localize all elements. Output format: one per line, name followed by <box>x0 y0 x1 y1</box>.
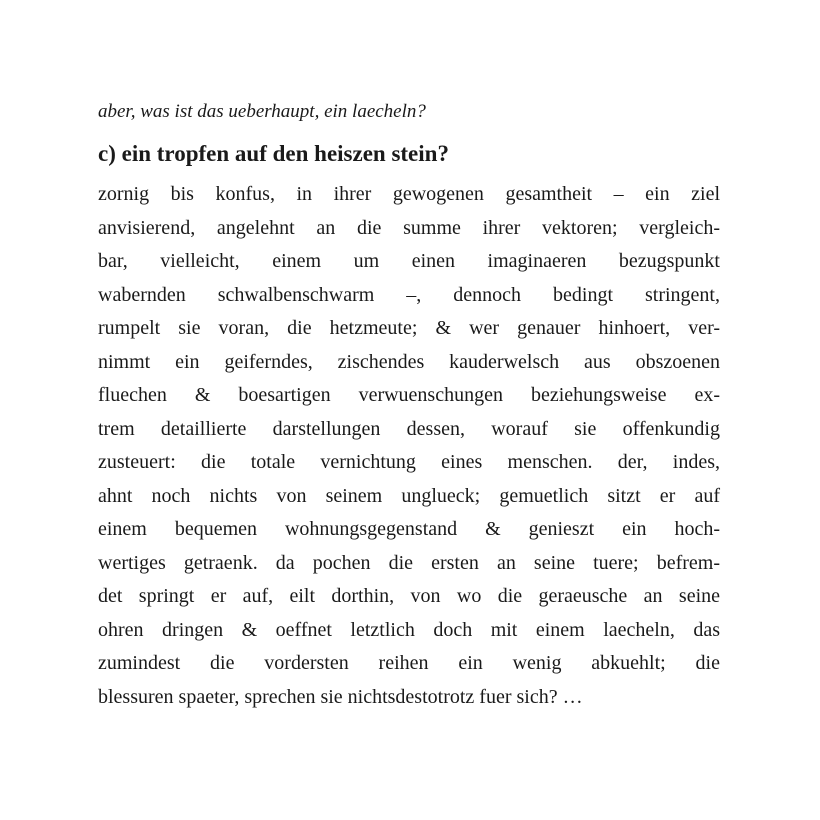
paragraph-line: fluechen & boesartigen verwuenschungen beziehungsweise ex- <box>98 384 720 406</box>
paragraph-line: blessuren spaeter, sprechen sie nichtsdestotrotz fuer sich? … <box>98 685 583 708</box>
italic-subtitle: aber, was ist das ueberhaupt, ein laecheln? <box>98 101 426 122</box>
paragraph-line: einem bequemen wohnungsgegenstand & genieszt ein hoch- <box>98 518 720 540</box>
paragraph-line: anvisierend, angelehnt an die summe ihrer vektoren; vergleich- <box>98 216 720 239</box>
paragraph-line: ohren dringen & oeffnet letztlich doch mit einem laecheln, das <box>98 618 720 641</box>
text-page <box>98 100 720 714</box>
paragraph-line: zumindest die vordersten reihen ein wenig abkuehlt; die <box>98 652 720 674</box>
paragraph-line: zusteuert: die totale vernichtung eines menschen. der, indes, <box>98 451 720 473</box>
body-paragraph <box>98 178 720 714</box>
paragraph-line: wertiges getraenk. da pochen die ersten an seine tuere; befrem- <box>98 551 720 574</box>
paragraph-line: det springt er auf, eilt dorthin, von wo die geraeusche an seine <box>98 585 720 607</box>
paragraph-line: rumpelt sie voran, die hetzmeute; & wer genauer hinhoert, ver- <box>98 317 720 339</box>
paragraph-line: zornig bis konfus, in ihrer gewogenen gesamtheit – ein ziel <box>98 183 720 205</box>
paragraph-line: trem detaillierte darstellungen dessen, worauf sie offenkundig <box>98 417 720 440</box>
paragraph-line: ahnt noch nichts von seinem unglueck; gemuetlich sitzt er auf <box>98 484 720 507</box>
paragraph-line: bar, vielleicht, einem um einen imaginaeren bezugspunkt <box>98 250 720 272</box>
section-heading: c) ein tropfen auf den heiszen stein? <box>98 141 449 166</box>
paragraph-line: nimmt ein geiferndes, zischendes kauderwelsch aus obszoenen <box>98 350 720 373</box>
paragraph-line: wabernden schwalbenschwarm –, dennoch bedingt stringent, <box>98 283 720 306</box>
